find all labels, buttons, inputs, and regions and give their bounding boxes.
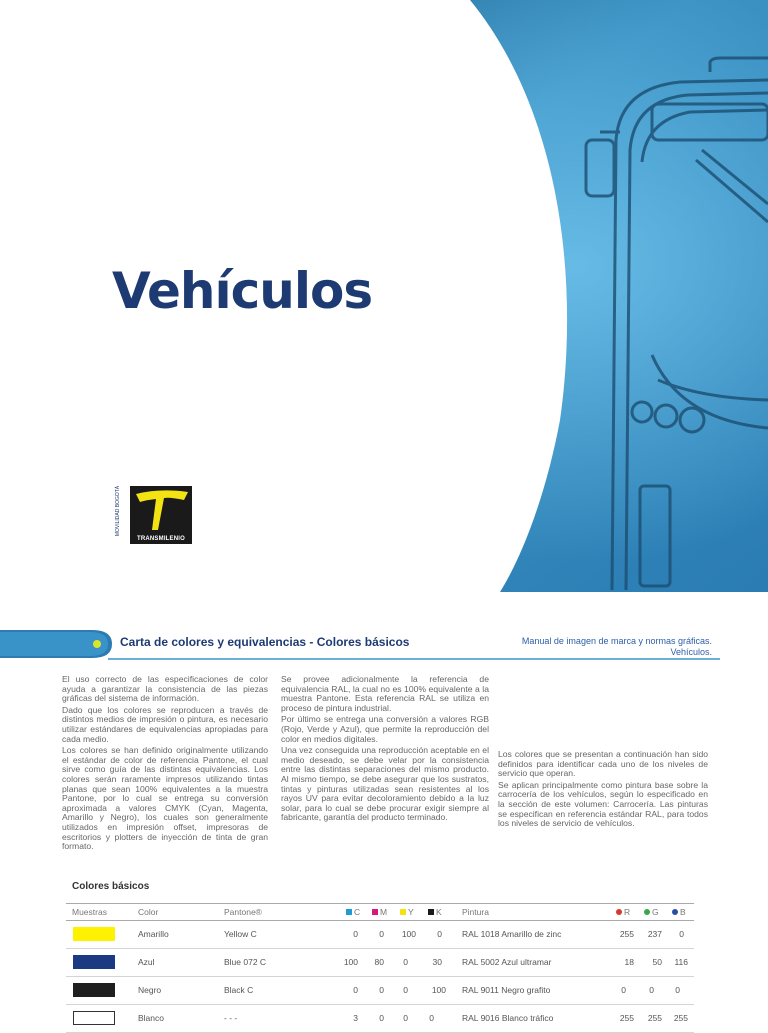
cell-color: Azul [138,957,155,967]
cell-m: 0 [379,985,384,995]
red-dot-icon [616,909,622,915]
manual-ref-line1: Manual de imagen de marca y normas gráficas. [521,636,712,646]
body-column-3 [498,750,708,831]
paragraph: Por último se entrega una conversión a valores RGB (Rojo, Verde y Azul), que permite la reproducción del color en medios digitales. [281,714,489,744]
table-row [66,949,694,977]
section-title: Carta de colores y equivalencias - Colores básicos [120,635,410,649]
page-title: Vehículos [112,262,373,320]
color-table [66,903,694,1033]
color-swatch [73,955,115,969]
cell-r: 0 [621,985,626,995]
color-swatch [73,1011,115,1025]
header-g: G [644,907,659,917]
transmilenio-logo-text: TRANSMILENIO [136,536,186,542]
paragraph: Los colores que se presentan a continuación han sido definidos para identificar cada uno de los niveles de servicio que operan. [498,749,708,779]
cell-pantone: Yellow C [224,929,257,939]
cell-c: 3 [353,1013,358,1023]
paragraph: Los colores se han definido originalmente utilizando el estándar de color de referencia Pantone, el cual sirve como guía de las distintas equivalencias. Los colores serán raramente impresos utilizando tintas planas que sean 100% equivalentes a la muestra Pantone, por lo cual se entrega su conversión aproximada a valores CMYK (Cyan, Magenta, Amarillo y Negro), los cuales son generalmente utilizados en impresión offset, impresoras de escritorios y plotters de inyección de tinta de gran formato. [62,745,268,852]
header-b: B [672,907,686,917]
cell-g: 255 [647,1013,662,1023]
cell-pintura: RAL 1018 Amarillo de zinc [462,929,562,939]
cell-c: 0 [353,929,358,939]
cell-b: 0 [679,929,684,939]
cell-pintura: RAL 5002 Azul ultramar [462,957,552,967]
yellow-swatch-icon [400,909,406,915]
header-pintura: Pintura [462,907,489,917]
paragraph: Dado que los colores se reproducen a través de distintos medios de impresión o pintura, es necesario utilizar estándares de equivalencias apropiadas para cada medio. [62,704,268,744]
bullet-icon [93,640,101,648]
cell-m: 0 [379,929,384,939]
cell-k: 30 [432,957,442,967]
cell-g: 0 [649,985,654,995]
movilidad-logo [110,484,126,546]
table-header [66,903,694,921]
cell-y: 0 [403,985,408,995]
header-color: Color [138,907,159,917]
header-r: R [616,907,630,917]
cell-k: 0 [437,929,442,939]
logos [110,484,210,548]
manual-ref-line2: Vehículos. [670,647,712,657]
color-swatch [73,927,115,941]
cell-k: 0 [429,1013,434,1023]
magenta-swatch-icon [372,909,378,915]
cell-c: 0 [353,985,358,995]
cell-pantone: - - - [224,1013,238,1023]
cell-r: 255 [619,1013,634,1023]
header-y: Y [400,907,414,917]
blue-dot-icon [672,909,678,915]
cell-m: 0 [379,1013,384,1023]
cell-color: Negro [138,985,162,995]
cell-r: 255 [619,929,634,939]
paragraph: Se provee adicionalmente la referencia de equivalencia RAL, la cual no es 100% equivalente a la muestra Pantone. Esta referencia RAL se utiliza en proceso de pintura industrial. [281,674,489,713]
paragraph: Una vez conseguida una reproducción aceptable en el medio deseado, se debe velar por la consistencia entre las distintas separaciones del mismo producto. Al mismo tiempo, se debe asegurar que los sustratos, tintas y pinturas utilizadas sean resistentes al los rayos UV para evitar decoloramiento debido a la luz solar, para lo cual se debe procurar exigir siempre al fabricante, garantía del producto terminado. [281,745,489,823]
cell-r: 18 [624,957,634,967]
header-muestras: Muestras [72,907,107,917]
cyan-swatch-icon [346,909,352,915]
black-swatch-icon [428,909,434,915]
table-title: Colores básicos [72,881,150,892]
cell-c: 100 [343,957,358,967]
cell-y: 100 [401,929,416,939]
table-row [66,1005,694,1033]
header-m: M [372,907,387,917]
cell-pantone: Blue 072 C [224,957,267,967]
cell-pintura: RAL 9011 Negro grafito [462,985,551,995]
cell-pintura: RAL 9016 Blanco tráfico [462,1013,554,1023]
table-row [66,977,694,1005]
table-row [66,921,694,949]
transmilenio-logo-box [130,486,192,544]
header-k: K [428,907,442,917]
header-pantone: Pantone® [224,907,262,917]
cell-b: 0 [675,985,680,995]
cell-b: 255 [673,1013,688,1023]
cell-k: 100 [431,985,446,995]
transmilenio-emblem-icon [130,486,192,532]
cell-pantone: Black C [224,985,254,995]
green-dot-icon [644,909,650,915]
cell-g: 237 [647,929,662,939]
transmilenio-logo [130,486,200,544]
movilidad-logo-text: MOVILIDAD BOGOTÁ [115,485,121,537]
header-c: C [346,907,360,917]
cell-b: 116 [674,957,688,967]
body-column-1 [62,675,268,854]
cell-m: 80 [374,957,384,967]
manual-reference [522,636,712,658]
color-swatch [73,983,115,997]
body-column-2 [281,675,489,825]
paragraph: El uso correcto de las especificaciones de color ayuda a garantizar la consistencia de las piezas gráficas del sistema de información. [62,674,268,704]
cell-y: 0 [403,1013,408,1023]
paragraph: Se aplican principalmente como pintura base sobre la carrocería de los vehículos, según lo especificado en la sección de este volumen: Carrocería. Las pinturas se especifican en referencia estándar RAL, para todos los niveles de servicio de vehículos. [498,779,708,829]
cell-y: 0 [403,957,408,967]
cell-color: Blanco [138,1013,164,1023]
cell-g: 50 [652,957,662,967]
cell-color: Amarillo [138,929,169,939]
